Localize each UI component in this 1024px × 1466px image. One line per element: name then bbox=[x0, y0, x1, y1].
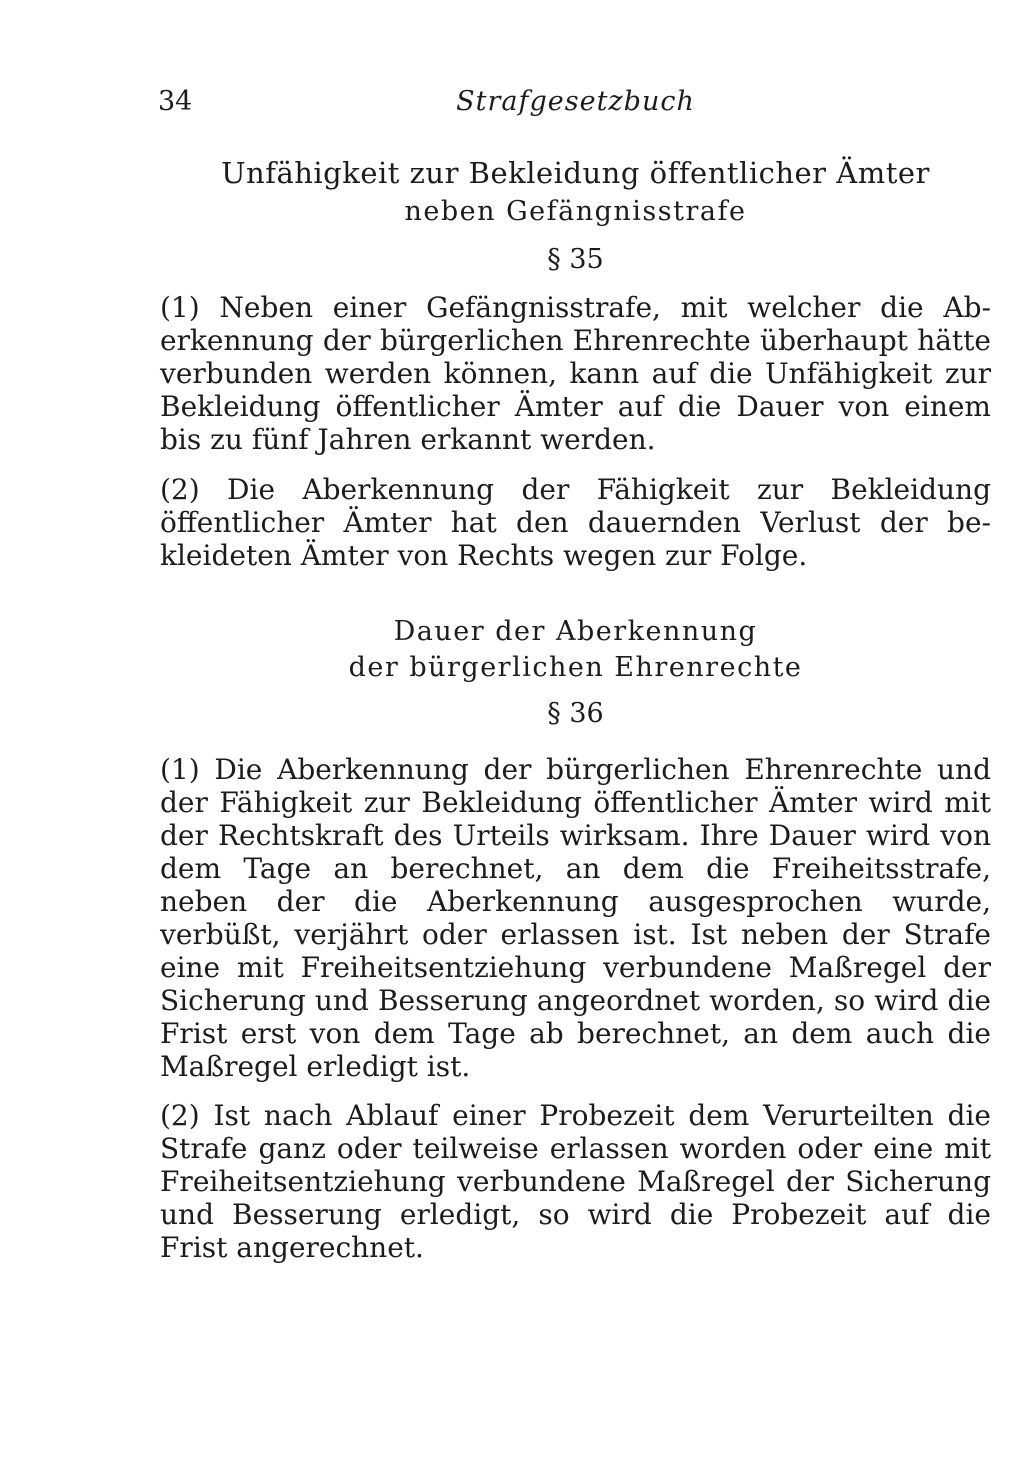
section-35-paragraph-1: (1) Neben einer Gefängnisstrafe, mit welcher die Aberkennung der bürgerlichen Ehrenrechte überhaupt hätte verbunden werden können, kann auf die Unfähigkeit zur Bekleidung öffentlicher Ämter auf die Dauer von einem bis zu fünf Jahren erkannt werden. bbox=[160, 291, 991, 456]
section-36-heading-line1: Dauer der Aberkennung bbox=[393, 616, 758, 647]
section-35-paragraph-2: (2) Die Aberkennung der Fähigkeit zur Bekleidung öffentlicher Ämter hat den dauernden Verlust der bekleideten Ämter von Rechts wegen zur Folge. bbox=[160, 473, 991, 572]
book-title: Strafgesetzbuch bbox=[456, 86, 695, 117]
section-36-paragraph-sign: § 36 bbox=[547, 698, 604, 729]
section-35-paragraph-sign: § 35 bbox=[547, 244, 604, 275]
page-number: 34 bbox=[158, 86, 193, 117]
section-36-heading-line2: der bürgerlichen Ehrenrechte bbox=[348, 652, 803, 683]
section-36-paragraph-1: (1) Die Aberkennung der bürgerlichen Ehrenrechte und der Fähigkeit zur Bekleidung öffentlicher Ämter wird mit der Rechtskraft des Urteils wirksam. Ihre Dauer wird von dem Tage an berechnet, an dem die Freiheitsstrafe, neben der die Aberkennung ausgesprochen wurde, verbüßt, verjährt oder erlassen ist. Ist neben der Strafe eine mit Freiheitsentziehung verbundene Maßregel der Sicherung und Besserung angeordnet worden, so wird die Frist erst von dem Tage ab berechnet, an dem auch die Maßregel erledigt ist. bbox=[160, 753, 991, 1083]
running-head bbox=[158, 86, 993, 126]
section-36-paragraph-2: (2) Ist nach Ablauf einer Probezeit dem Verurteilten die Strafe ganz oder teilweise erlassen worden oder eine mit Freiheitsentziehung verbundene Maßregel der Sicherung und Besserung erledigt, so wird die Probezeit auf die Frist angerechnet. bbox=[160, 1099, 991, 1264]
section-35-heading-line1: Unfähigkeit zur Bekleidung öffentlicher Ämter bbox=[221, 156, 930, 190]
section-35-heading-line2: neben Gefängnisstrafe bbox=[404, 196, 747, 227]
